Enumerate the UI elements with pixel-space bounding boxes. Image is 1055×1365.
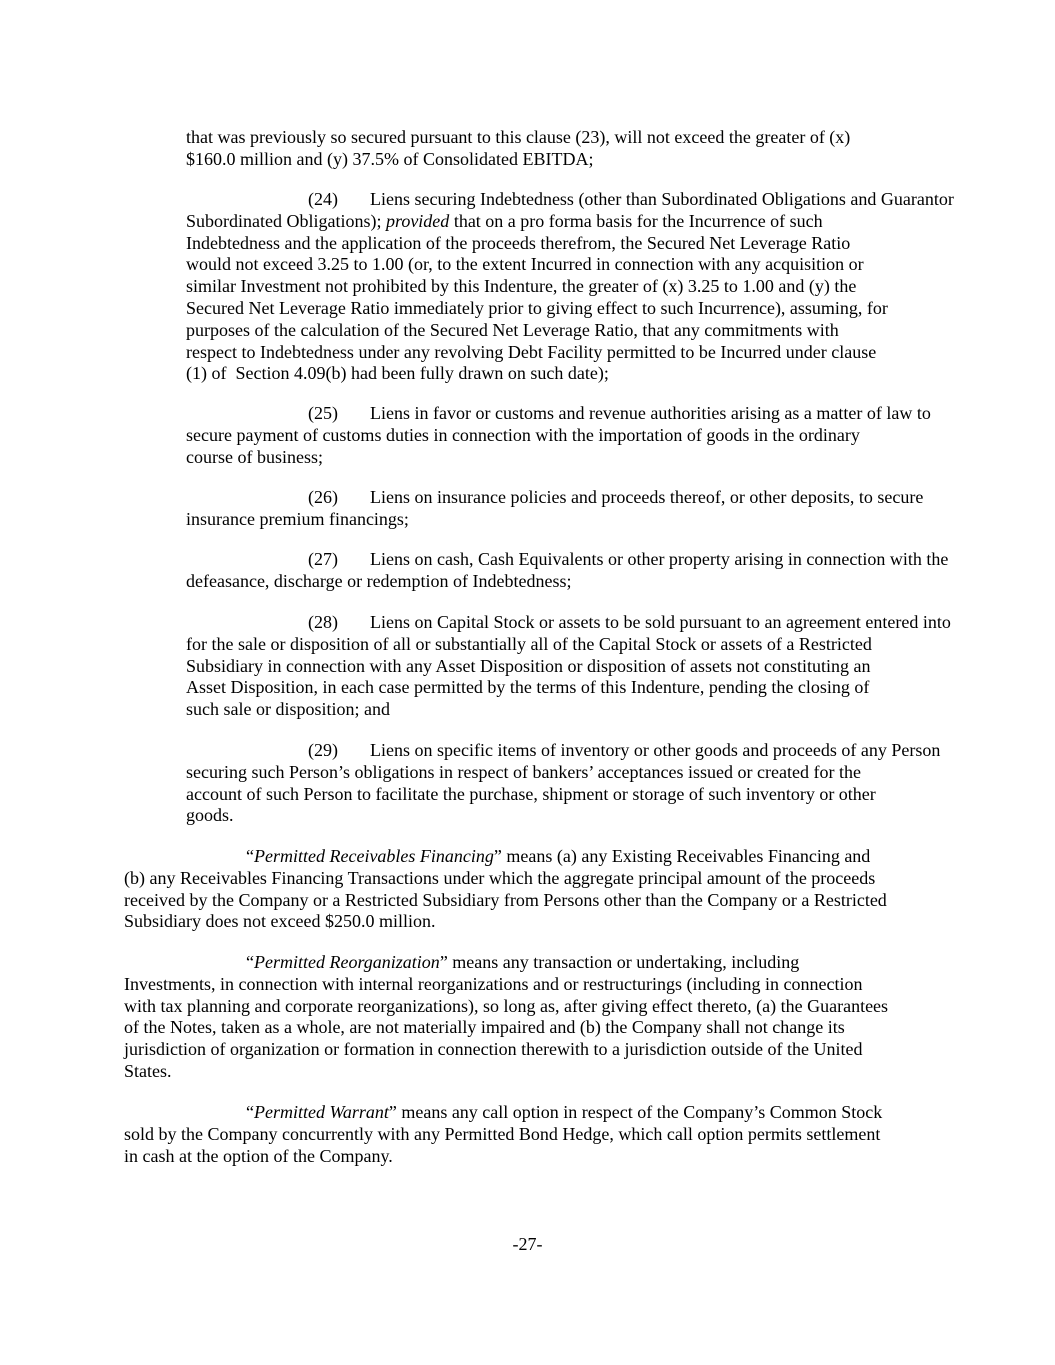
defined-term: Permitted Receivables Financing: [254, 846, 494, 866]
clause-number: (29): [308, 740, 338, 760]
definition-permitted-warrant: “Permitted Warrant” means any call option in respect of the Company’s Common Stock sold by the Company concurrently with any Permitted Bond Hedge, which call option permits settlement in cash at the option of the Company.: [124, 1102, 883, 1166]
clause-23-continuation: that was previously so secured pursuant to this clause (23), will not exceed the greater of (x) $160.0 million and (y) 37.5% of Consolidated EBITDA;: [186, 127, 851, 169]
defined-term: Permitted Reorganization: [254, 952, 440, 972]
clause-number: (28): [308, 612, 338, 632]
clause-number: (27): [308, 549, 338, 569]
page-number: -27-: [512, 1234, 543, 1254]
clause-number: (26): [308, 487, 338, 507]
defined-term: Permitted Warrant: [254, 1102, 389, 1122]
definition-permitted-reorganization: “Permitted Reorganization” means any transaction or undertaking, including Investments, in connection with internal reorganizations and or restructurings (including in connection with tax planning and corporate reorganizations), so long as, after giving effect thereto, (a) the Guarantees of the Notes, taken as a whole, are not materially impaired and (b) the Company shall not change its jurisdiction of organization or formation in connection therewith to a jurisdiction outside of the United States.: [124, 952, 889, 1081]
clause-29: (29) Liens on specific items of inventory or other goods and proceeds of any Person securing such Person’s obligations in respect of bankers’ acceptances issued or created for the account of such Person to facilitate the purchase, shipment or storage of such inventory or other goods.: [186, 740, 941, 826]
clause-26: (26) Liens on insurance policies and proceeds thereof, or other deposits, to secure insurance premium financings;: [186, 487, 924, 529]
clause-27: (27) Liens on cash, Cash Equivalents or other property arising in connection with the defeasance, discharge or redemption of Indebtedness;: [186, 549, 949, 591]
clause-24: (24) Liens securing Indebtedness (other than Subordinated Obligations and Guarantor Subordinated Obligations); provided that on a pro forma basis for the Incurrence of such Indebtedness and the application of the proceeds therefrom, the Secured Net Leverage Ratio would not exceed 3.25 to 1.00 (or, to the extent Incurred in connection with any acquisition or similar Investment not prohibited by this Indenture, the greater of (x) 3.25 to 1.00 and (y) the Secured Net Leverage Ratio immediately prior to giving effect to such Incurrence), assuming, for purposes of the calculation of the Secured Net Leverage Ratio, that any commitments with respect to Indebtedness under any revolving Debt Facility permitted to be Incurred under clause (1) of Section 4.09(b) had been fully drawn on such date);: [186, 189, 954, 384]
clause-25: (25) Liens in favor or customs and revenue authorities arising as a matter of law to secure payment of customs duties in connection with the importation of goods in the ordinary course of business;: [186, 403, 931, 467]
clause-number: (25): [308, 403, 338, 423]
clause-number: (24): [308, 189, 338, 209]
clause-28: (28) Liens on Capital Stock or assets to be sold pursuant to an agreement entered into for the sale or disposition of all or substantially all of the Capital Stock or assets of a Restricted Subsidiary in connection with any Asset Disposition or disposition of assets not constituting an Asset Disposition, in each case permitted by the terms of this Indenture, pending the closing of such sale or disposition; and: [186, 612, 951, 720]
provided-emphasis: provided: [385, 210, 450, 231]
definition-permitted-receivables-financing: “Permitted Receivables Financing” means (a) any Existing Receivables Financing and (b) any Receivables Financing Transactions under which the aggregate principal amount of the proceeds received by the Company or a Restricted Subsidiary from Persons other than the Company or a Restricted Subsidiary does not exceed $250.0 million.: [124, 846, 887, 932]
